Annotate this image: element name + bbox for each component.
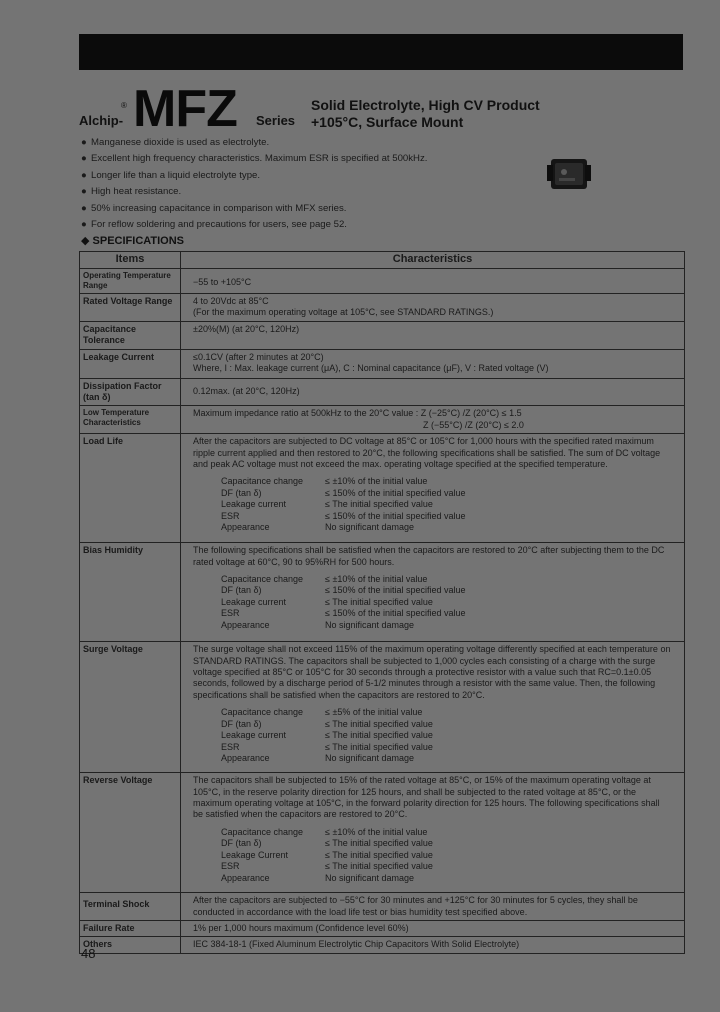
bullet-icon: ● [81,137,87,148]
row-value: −55 to +105°C [181,269,685,294]
feature-item: ● Longer life than a liquid electrolyte type. [81,168,427,184]
bullet-icon: ● [81,202,87,214]
row-label: Failure Rate [80,921,181,937]
series-name: MFZ [133,80,237,138]
feature-item: ● For reflow soldering and precautions for users, see page 52. [81,217,427,233]
table-row [80,434,685,543]
row-label: Dissipation Factor (tan δ) [80,378,181,406]
feature-item: ● High heat resistance. [81,184,427,200]
diamond-icon: ◆ [81,235,90,247]
page-number: 48 [81,946,96,961]
row-value: 0.12max. (at 20°C, 120Hz) [181,378,685,406]
characteristics-column-header: Characteristics [181,252,685,269]
bullet-icon: ● [81,169,87,181]
row-label: Surge Voltage [80,642,181,773]
product-subtitle [311,97,540,131]
table-row [80,893,685,921]
spec-list: Capacitance change ≤ ±10% of the initial value DF (tan δ) ≤ 150% of the initial specified value Leakage current ≤ The initial specified value ESR ≤ 150% of the initial specified value Appearance No significant damage [221,574,466,630]
row-label: Rated Voltage Range [80,294,181,322]
row-label: Capacitance Tolerance [80,321,181,349]
table-row [80,406,685,434]
table-row [80,349,685,378]
row-value: ±20%(M) (at 20°C, 120Hz) [181,321,685,349]
table-row [80,773,685,893]
specifications-table [79,251,685,954]
row-value: 1% per 1,000 hours maximum (Confidence level 60%) [181,921,685,937]
table-row [80,642,685,773]
row-value: Maximum impedance ratio at 500kHz to the 20°C value : Z (−25°C) /Z (20°C) ≤ 1.5 Z (−55°C) /Z (20°C) ≤ 2.0 [181,406,685,434]
header-bar [79,34,683,70]
brand-prefix: Alchip- [79,113,124,128]
row-label: Terminal Shock [80,893,181,921]
subtitle-line1: Solid Electrolyte, High CV Product [311,97,540,113]
feature-item: ● Manganese dioxide is used as electrolyte. [81,135,427,151]
row-value: The capacitors shall be subjected to 15% of the rated voltage at 85°C, or 15% of the maximum operating voltage at 105°C, in the reserve polarity direction for 125 hours, and shall be subjected to the rated voltage at 85°C, or the maximum operating voltage at 105°C, in the forward polarity direction for 125 hours. The following specifications shall be satisfied when the capacitors are restored to 20°C. Capacitance change ≤ ±10% of the initial value DF (tan δ) ≤ The initial specified value Leakage Current ≤ The initial specified value ESR ≤ The initial specified value Appearance No significant damage [181,773,685,893]
feature-list [81,135,427,233]
row-value: IEC 384-18-1 (Fixed Aluminum Electrolytic Chip Capacitors With Solid Electrolyte) [181,937,685,953]
row-value: ≤0.1CV (after 2 minutes at 20°C) Where, I : Max. leakage current (μA), C : Nominal capacitance (μF), V : Rated voltage (V) [181,349,685,378]
row-label: Low Temperature Characteristics [80,406,181,434]
row-value: The following specifications shall be satisfied when the capacitors are restored to 20°C after subjecting them to the DC rated voltage at 60°C, 90 to 95%RH for 500 hours. Capacitance change ≤ ±10% of the initial value DF (tan δ) ≤ 150% of the initial specified value Leakage current ≤ The initial specified value ESR ≤ 150% of the initial specified value Appearance No significant damage [181,543,685,642]
row-label: Operating Temperature Range [80,269,181,294]
row-label: Others [80,937,181,953]
spec-list: Capacitance change ≤ ±10% of the initial value DF (tan δ) ≤ 150% of the initial specified value Leakage current ≤ The initial specified value ESR ≤ 150% of the initial specified value Appearance No significant damage [221,476,466,533]
subtitle-line2: +105°C, Surface Mount [311,114,464,130]
row-label: Leakage Current [80,349,181,378]
row-value: The surge voltage shall not exceed 115% of the maximum operating voltage differently specified at each temperature on STANDARD RATINGS. The capacitors shall be subjected to 1,000 cycles each consisting of a charge with the surge voltage specified at 85°C or 105°C for 30 seconds through a protective resistor with a value such that RC=0.1±0.05 seconds, followed by a discharge period of 5-1/2 minutes through a resistor with the same value. Then, the following specifications shall be satisfied when the capacitors are restored to 20°C. Capacitance change ≤ ±5% of the initial value DF (tan δ) ≤ The initial specified value Leakage current ≤ The initial specified value ESR ≤ The initial specified value Appearance No significant damage [181,642,685,773]
capacitor-photo [545,151,593,197]
table-row [80,921,685,937]
feature-item: ● 50% increasing capacitance in comparison with MFX series. [81,201,427,217]
specifications-heading: ◆ SPECIFICATIONS [81,235,185,247]
row-label: Reverse Voltage [80,773,181,893]
row-value: After the capacitors are subjected to −55°C for 30 minutes and +125°C for 30 minutes for 5 cycles, they shall be conducted in accordance with the load life test or bias humidity test specified above. [181,893,685,921]
items-column-header: Items [80,252,181,269]
table-row [80,269,685,294]
spec-list: Capacitance change ≤ ±5% of the initial value DF (tan δ) ≤ The initial specified value Leakage current ≤ The initial specified value ESR ≤ The initial specified value Appearance No significant damage [221,707,433,763]
table-row [80,543,685,642]
bullet-icon: ● [81,219,87,231]
bullet-icon: ● [81,186,87,198]
registered-mark: ® [121,101,127,110]
row-value: 4 to 20Vdc at 85°C (For the maximum operating voltage at 105°C, see STANDARD RATINGS.) [181,294,685,322]
feature-item: ● Excellent high frequency characteristics. Maximum ESR is specified at 500kHz. [81,151,427,167]
table-row [80,321,685,349]
spec-list: Capacitance change ≤ ±10% of the initial value DF (tan δ) ≤ The initial specified value Leakage Current ≤ The initial specified value ESR ≤ The initial specified value Appearance No significant damage [221,826,433,883]
row-value: After the capacitors are subjected to DC voltage at 85°C or 105°C for 1,000 hours with the specified rated maximum ripple current applied and then restored to 20°C, the following specifications shall be satisfied. The sum of DC voltage and peak AC voltage must not exceed the max. operating voltage specified at the specified temperature. Capacitance change ≤ ±10% of the initial value DF (tan δ) ≤ 150% of the initial specified value Leakage current ≤ The initial specified value ESR ≤ 150% of the initial specified value Appearance No significant damage [181,434,685,543]
table-row [80,937,685,953]
bullet-icon: ● [81,153,87,165]
table-row [80,294,685,322]
row-label: Bias Humidity [80,543,181,642]
row-label: Load Life [80,434,181,543]
table-row [80,378,685,406]
series-label: Series [256,113,296,128]
